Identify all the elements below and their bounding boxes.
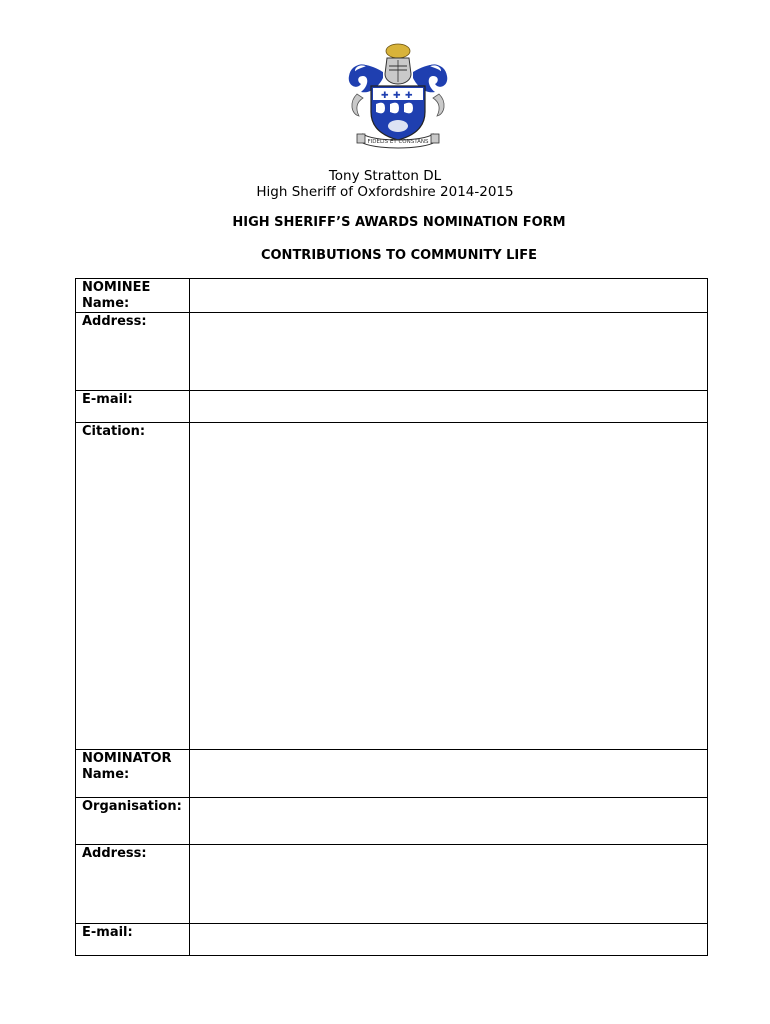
form-row-nominee-email [76,391,708,423]
crest-motto-text: FIDELIS ET CONSTANS [367,139,429,145]
nominator-email-field[interactable] [190,924,708,956]
nominator-email-label-text: E-mail: [82,925,133,940]
nominee-name-label [76,279,190,313]
sheriff-office: High Sheriff of Oxfordshire 2014-2015 [256,184,514,200]
nominator-name-label [76,750,190,798]
nominee-email-label-text: E-mail: [82,392,133,407]
nominee-label-line1: NOMINEE [82,280,151,295]
nominee-label-line2: Name: [82,296,130,311]
nominator-address-label [76,845,190,924]
form-category: CONTRIBUTIONS TO COMMUNITY LIFE [260,248,538,263]
organisation-label-text: Organisation: [82,799,182,814]
form-row-nominee-name [76,279,708,313]
nominator-label-line1: NOMINATOR [82,751,172,766]
citation-field[interactable] [190,423,708,750]
nominator-address-field[interactable] [190,845,708,924]
sheriff-name: Tony Stratton DL [328,168,442,184]
nominator-name-field[interactable] [190,750,708,798]
nomination-form-table [75,278,708,956]
nominee-email-label [76,391,190,423]
nominator-label-line2: Name: [82,767,130,782]
form-row-nominator-email [76,924,708,956]
svg-text:✚: ✚ [393,91,401,101]
nominee-address-label [76,313,190,391]
form-row-nominee-address [76,313,708,391]
form-row-citation [76,423,708,750]
coat-of-arms-icon [343,42,453,150]
svg-text:✚: ✚ [381,91,389,101]
nominee-email-field[interactable] [190,391,708,423]
nominee-name-field[interactable] [190,279,708,313]
citation-label [76,423,190,750]
form-row-organisation [76,798,708,845]
organisation-label [76,798,190,845]
svg-text:✚: ✚ [405,91,413,101]
nominator-email-label [76,924,190,956]
nominee-address-label-text: Address: [82,314,147,329]
nominator-address-label-text: Address: [82,846,147,861]
form-title: HIGH SHERIFF’S AWARDS NOMINATION FORM [232,215,566,230]
form-row-nominator-address [76,845,708,924]
nominee-address-field[interactable] [190,313,708,391]
citation-label-text: Citation: [82,424,146,439]
form-row-nominator-name [76,750,708,798]
organisation-field[interactable] [190,798,708,845]
